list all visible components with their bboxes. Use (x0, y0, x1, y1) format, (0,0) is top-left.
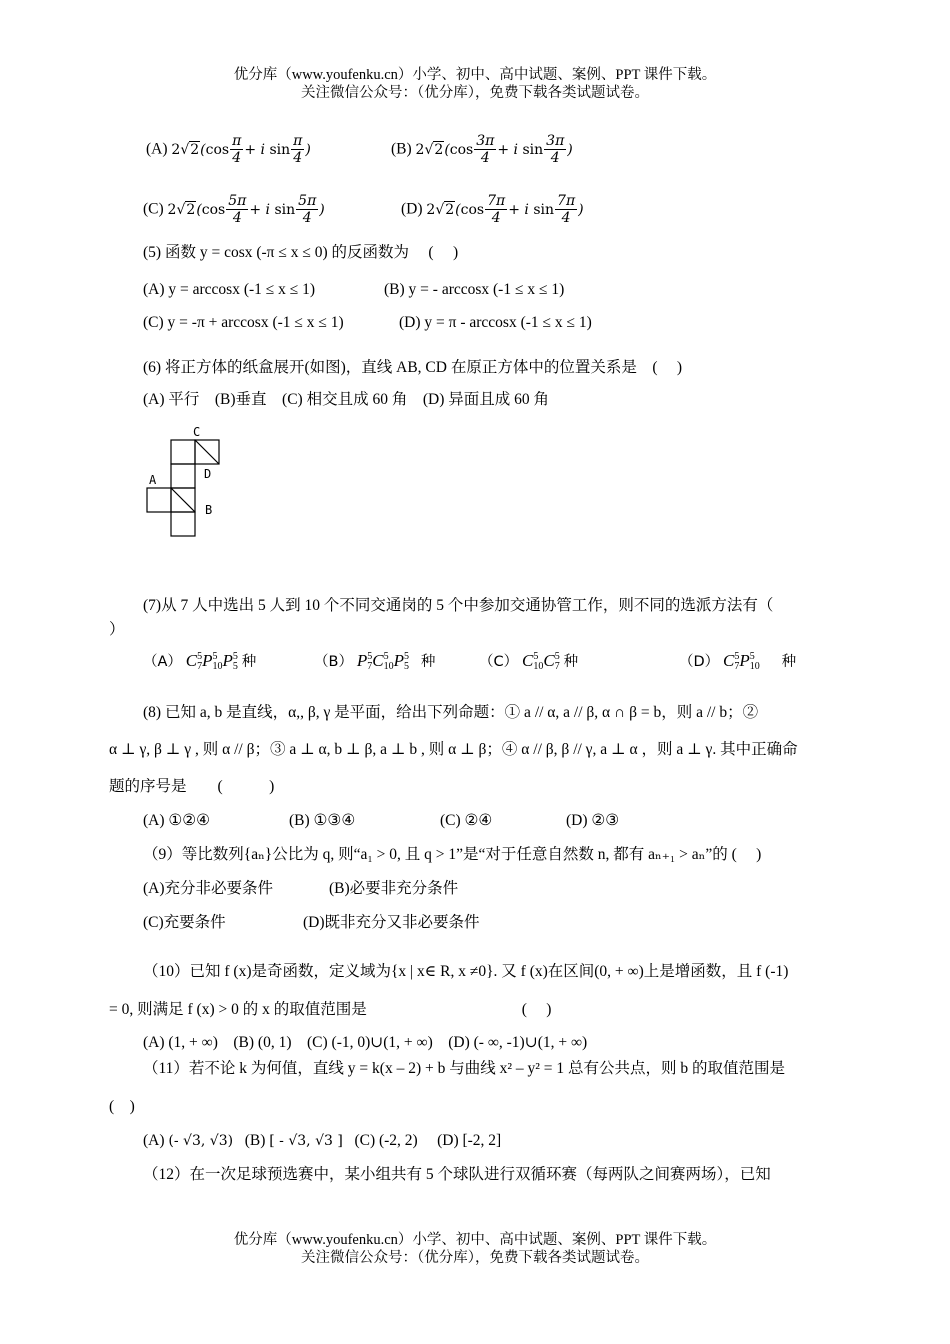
q8-line-2: α ⊥ γ, β ⊥ γ , 则 α // β；③ a ⊥ α, b ⊥ β, a ⊥ b , 则 α ⊥ β；④ α // β, β // γ, a ⊥ α ，则 a ⊥ γ. 其中正确命 (109, 741, 798, 758)
q11-line-1: （11）若不论 k 为何值，直线 y = k(x – 2) + b 与曲线 x² – y² = 1 总有公共点，则 b 的取值范围是 (143, 1060, 786, 1077)
footer-line-2: 关注微信公众号：（优分库），免费下载各类试题试卷。 (301, 1250, 649, 1266)
q11-options: (A) (- √3, √3) (B) [ - √3, √3 ] (C) (-2, 2) (D) [-2, 2] (143, 1132, 502, 1149)
footer-line-1: 优分库（www.youfenku.cn）小学、初中、高中试题、案例、PPT 课件下载。 (233, 1232, 717, 1248)
q9-option-b: (B)必要非充分条件 (329, 880, 459, 897)
header-line-1: 优分库（www.youfenku.cn）小学、初中、高中试题、案例、PPT 课件下载。 (233, 67, 717, 83)
q8-line-3: 题的序号是 ( ) (109, 778, 275, 795)
q12-line-1: （12）在一次足球预选赛中，某小组共有 5 个球队进行双循环赛（每两队之间赛两场），已知 (143, 1166, 771, 1183)
q5-option-b: (B) y = - arccosx (-1 ≤ x ≤ 1) (384, 281, 565, 298)
q7-option-a: （A） C5 7P5 10P5 5 种 (143, 651, 257, 673)
q8-option-c: (C) ②④ (440, 812, 493, 829)
label-d: D (204, 467, 212, 481)
label-a: A (149, 473, 157, 487)
q4-option-d: (D) 2√2(cos $\frac{7\pi}{4}$ + i sin $\frac{7\pi}{4}$ ) (401, 193, 584, 226)
q8-option-a: (A) ①②④ (143, 812, 211, 829)
q10-options: (A) (1, + ∞) (B) (0, 1) (C) (-1, 0)∪(1, + ∞) (D) (- ∞, -1)∪(1, + ∞) (143, 1034, 588, 1051)
q5-option-c: (C) y = -π + arccosx (-1 ≤ x ≤ 1) (143, 314, 344, 331)
q9-option-a: (A)充分非必要条件 (143, 880, 274, 897)
q6-options: (A) 平行 (B)垂直 (C) 相交且成 60 角 (D) 异面且成 60 角 (143, 391, 549, 408)
q4-option-c: (C) 2√2(cos $\frac{5\pi}{4}$ + i sin $\frac{5\pi}{4}$ ) (143, 193, 325, 226)
q5-stem: (5) 函数 y = cosx (-π ≤ x ≤ 0) 的反函数为 ( ) (143, 244, 459, 261)
cube-net-figure (140, 422, 230, 542)
label-b: B (205, 503, 213, 517)
q7-option-d: （D） C5 7P5 10 种 (679, 651, 797, 673)
q7-stem-1: (7)从 7 人中选出 5 人到 10 个不同交通岗的 5 个中参加交通协管工作，则不同的选派方法有（ (143, 597, 774, 614)
q9-option-c: (C)充要条件 (143, 914, 226, 931)
q4-option-b: (B) 2√2(cos $\frac{3\pi}{4}$ + i sin $\frac{3\pi}{4}$ ) (391, 133, 573, 166)
net-face-left (147, 488, 171, 512)
q9-stem: （9）等比数列{aₙ}公比为 q, 则“a₁ > 0, 且 q > 1”是“对于任意自然数 n, 都有 aₙ₊₁ > aₙ”的 ( ) (143, 846, 762, 863)
q11-line-2: ( ) (109, 1098, 135, 1115)
header-line-2: 关注微信公众号：（优分库），免费下载各类试题试卷。 (301, 85, 649, 101)
q9-option-d: (D)既非充分又非必要条件 (303, 914, 480, 931)
q8-line-1: (8) 已知 a, b 是直线，α,, β, γ 是平面，给出下列命题：① a // α, a // β, α ∩ β = b，则 a // b；② (143, 704, 759, 721)
line-ab (171, 488, 195, 512)
q7-stem-2: ） (109, 621, 125, 638)
q7-option-c: （C） C5 10C5 7 种 (479, 651, 579, 673)
q5-option-a: (A) y = arccosx (-1 ≤ x ≤ 1) (143, 281, 316, 298)
q10-line-1: （10）已知 f (x)是奇函数，定义域为{x | x∈ R, x ≠0}. 又 f (x)在区间(0, + ∞)上是增函数，且 f (-1) (143, 963, 789, 980)
label-c: C (193, 425, 201, 439)
line-cd (195, 440, 219, 464)
net-face-1 (171, 440, 195, 464)
q4-option-a: (A) 2√2(cos $\frac{\pi}{4}$ + i sin $\frac{\pi}{4}$ ) (146, 133, 311, 166)
q6-stem: (6) 将正方体的纸盒展开(如图)，直线 AB, CD 在原正方体中的位置关系是 ( ) (143, 359, 683, 376)
net-face-bottom (171, 512, 195, 536)
q5-option-d: (D) y = π - arccosx (-1 ≤ x ≤ 1) (399, 314, 592, 331)
q7-option-b: （B） P5 7C5 10P5 5 种 (314, 651, 436, 673)
q10-line-2: = 0, 则满足 f (x) > 0 的 x 的取值范围是 ( ) (109, 1001, 552, 1018)
net-face-2 (171, 464, 195, 488)
q8-option-d: (D) ②③ (566, 812, 620, 829)
q8-option-b: (B) ①③④ (289, 812, 356, 829)
